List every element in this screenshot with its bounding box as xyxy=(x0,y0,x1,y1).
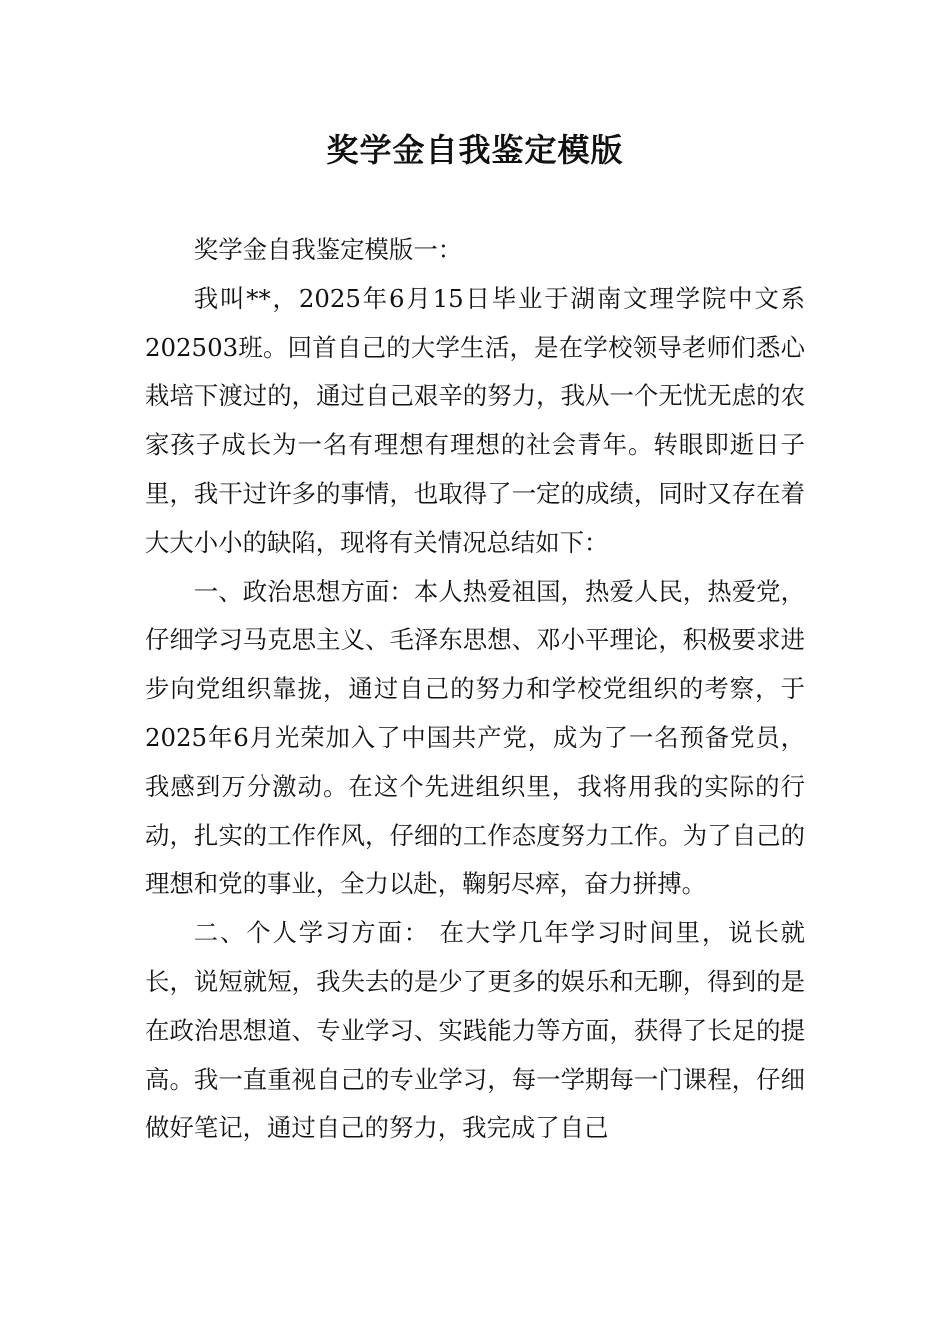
paragraph-introduction: 我叫**，2025年6月15日毕业于湖南文理学院中文系202503班。回首自己的大学生活，是在学校领导老师们悉心栽培下渡过的，通过自己艰辛的努力，我从一个无忧无虑的农家孩子成长为一名有理想有理想的社会青年。转眼即逝日子里，我干过许多的事情，也取得了一定的成绩，同时又存在着大大小小的缺陷，现将有关情况总结如下： xyxy=(145,283,805,557)
document-title: 奖学金自我鉴定模版 xyxy=(326,131,624,169)
paragraph-political-thought: 一、政治思想方面：本人热爱祖国，热爱人民，热爱党，仔细学习马克思主义、毛泽东思想、邓小平理论，积极要求进步向党组织靠拢，通过自己的努力和学校党组织的考察，于2025年6月光荣加入了中国共产党，成为了一名预备党员，我感到万分激动。在这个先进组织里，我将用我的实际的行动，扎实的工作作风，仔细的工作态度努力工作。为了自己的理想和党的事业，全力以赴，鞠躬尽瘁，奋力拼搏。 xyxy=(145,576,805,899)
paragraph-personal-study: 二、个人学习方面： 在大学几年学习时间里，说长就长，说短就短，我失去的是少了更多的娱乐和无聊，得到的是在政治思想道、专业学习、实践能力等方面，获得了长足的提高。我一直重视自己的专业学习，每一学期每一门课程，仔细做好笔记，通过自己的努力，我完成了自己 xyxy=(145,918,805,1143)
paragraph-heading: 奖学金自我鉴定模版一： xyxy=(193,235,463,264)
document-body xyxy=(145,226,805,1153)
